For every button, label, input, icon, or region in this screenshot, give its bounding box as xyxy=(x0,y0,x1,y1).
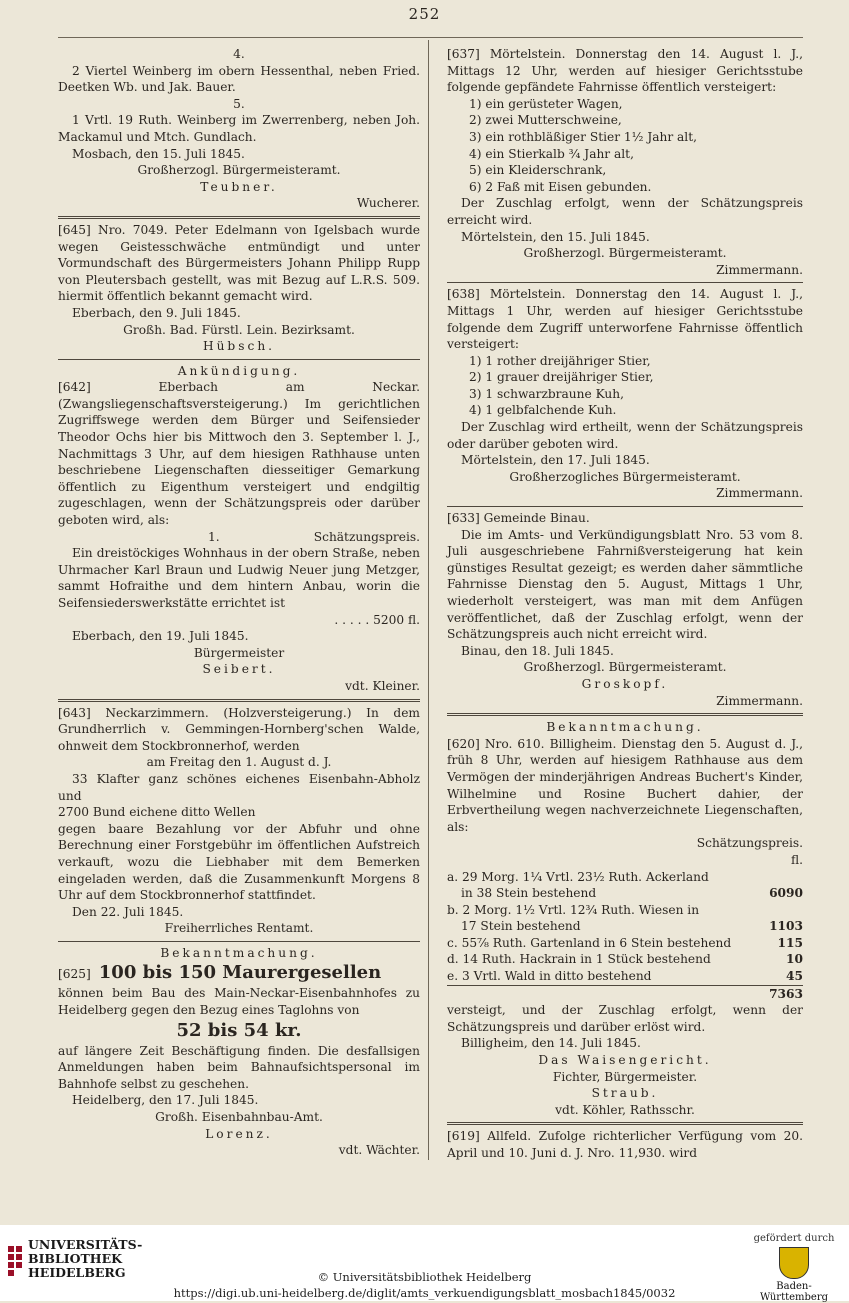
notice-authority: Freiherrliches Rentamt. xyxy=(164,921,314,936)
notice-signature: Zimmermann. xyxy=(716,262,803,277)
lot-line: 2700 Bund eichene ditto Wellen xyxy=(58,805,256,820)
headline: 100 bis 150 Maurergesellen xyxy=(98,962,382,984)
lot-line: 33 Klafter ganz schönes eichenes Eisenbahn-Abholz und xyxy=(58,771,420,803)
notice-text: Die im Amts- und Verkündigungsblatt Nro. 53 vom 8. Juli ausgeschriebene Fahrnißversteigerung hat kein günstiges Resultat gezeigt; es werden daher sämmtliche Fahrnisse Dienstag den 5. August, Mittags 1 Uhr, wiederholt versteigert, was man mit dem Anfügen veröffentlichet, daß der Zuschlag erfolgt, wenn der Schätzungspreis auch nicht erreicht wird. xyxy=(447,527,803,642)
notice-text: [619] Allfeld. Zufolge richterlicher Verfügung vom 20. April und 10. Juni d. J. Nro. 11,930. wird xyxy=(447,1129,803,1160)
logo-line: BIBLIOTHEK xyxy=(28,1251,123,1266)
notice-signatory: Hübsch. xyxy=(202,339,276,354)
currency-unit: fl. xyxy=(790,852,803,867)
item-number: 5. xyxy=(233,96,245,111)
property-row xyxy=(447,885,803,902)
property-value: 6090 xyxy=(769,886,803,901)
notice-date: Mosbach, den 15. Juli 1845. xyxy=(72,146,245,161)
item-number: 1. xyxy=(208,529,220,544)
notice-signatory: Lorenz. xyxy=(205,1126,273,1141)
column-divider xyxy=(428,40,429,1160)
notice-text: [620] Nro. 610. Billigheim. Dienstag den 5. August d. J., früh 8 Uhr, werden auf hiesigem Rathhause aus dem Vermögen der minderjährigen Andreas Buchert's Kinder, Wilhelmine und Rosine Buchert dahier, der Erbvertheilung wegen nachverzeichnete Liegenschaften, als: xyxy=(447,736,803,834)
notice-signature: Zimmermann. xyxy=(716,693,803,708)
property-row xyxy=(447,902,803,919)
list-item: 5) ein Kleiderschrank, xyxy=(469,163,607,178)
list-item: 4) 1 gelbfalchende Kuh. xyxy=(469,403,617,418)
property-value xyxy=(755,902,803,919)
notice-date: Heidelberg, den 17. Juli 1845. xyxy=(72,1093,259,1108)
notice-signatory: Straub. xyxy=(591,1086,659,1101)
property-value xyxy=(755,869,803,886)
auction-date: am Freitag den 1. August d. J. xyxy=(146,755,332,770)
notice-separator xyxy=(447,713,803,716)
notice-authority: Großherzogl. Bürgermeisteramt. xyxy=(523,246,727,261)
list-item: 4) ein Stierkalb ¾ Jahr alt, xyxy=(469,146,634,161)
property-row xyxy=(447,935,803,952)
headline-row xyxy=(58,961,420,985)
property-row xyxy=(447,869,803,886)
funded-by-label: gefördert durch xyxy=(753,1233,835,1244)
property-value: 45 xyxy=(786,969,803,984)
notice-signatory: Seibert. xyxy=(202,662,276,677)
notice-text: gegen baare Bezahlung vor der Abfuhr und ohne Berechnung einer Forstgebühr im öffentlichen Aufstreich verkauft, wozu die Liebhaber mit dem Bemerken eingeladen werden, daß die Zusammenkunft Morgens 8 Uhr auf dem Stockbronnerhof stattfindet. xyxy=(58,821,420,903)
notice-authority: Großherzogl. Bürgermeisteramt. xyxy=(137,163,341,178)
property-row xyxy=(447,918,803,935)
notice-date: Eberbach, den 19. Juli 1845. xyxy=(72,629,249,644)
list-item: 2) zwei Mutterschweine, xyxy=(469,113,622,128)
notice-signature: vdt. Wächter. xyxy=(338,1143,420,1158)
notice-authority: Großherzogl. Bürgermeisteramt. xyxy=(523,660,727,675)
list-item: 3) ein rothbläßiger Stier 1½ Jahr alt, xyxy=(469,129,697,144)
notice-authority: Das Waisengericht. xyxy=(538,1053,712,1068)
price-header: Schätzungspreis. xyxy=(696,836,803,851)
property-label: c. 55⅞ Ruth. Gartenland in 6 Stein bestehend xyxy=(447,935,732,950)
property-label: in 38 Stein bestehend xyxy=(461,886,597,901)
logo-line: UNIVERSITÄTS- xyxy=(28,1237,143,1252)
notice-separator xyxy=(58,941,420,942)
notice-text: [642] Eberbach am Neckar. (Zwangsliegenschaftsversteigerung.) Im gerichtlichen Zugriffswege werden dem Bürger und Seifensieder Theodor Ochs hier bis Mittwoch den 3. September l. J., Nachmittags 3 Uhr, auf dem hiesigen Rathhause unten beschriebene Liegenschaften diesseitiger Gemarkung öffentlich zu Eigenthum versteigert und endgiltig zugeschlagen, wenn der Schätzungspreis oder darüber geboten wird, als: xyxy=(58,380,420,528)
property-label: a. 29 Morg. 1¼ Vrtl. 23½ Ruth. Ackerland xyxy=(447,869,709,884)
notice-text: [638] Mörtelstein. Donnerstag den 14. August l. J., Mittags 1 Uhr, werden auf hiesiger Gerichtsstube folgende dem Zugriff unterworfene Fahrnisse öffentlich versteigert: xyxy=(447,287,803,352)
coat-of-arms-icon xyxy=(779,1247,809,1279)
notice-date: Billigheim, den 14. Juli 1845. xyxy=(461,1036,641,1051)
source-url-link[interactable]: https://digi.ub.uni-heidelberg.de/diglit/amts_verkuendigungsblatt_mosbach1845/0032 xyxy=(173,1286,676,1300)
logo-line: HEIDELBERG xyxy=(28,1265,126,1280)
notice-authority: Bürgermeister xyxy=(193,645,285,660)
notice-text: können beim Bau des Main-Neckar-Eisenbahnhofes zu Heidelberg gegen den Bezug eines Taglohns von xyxy=(58,986,420,1018)
list-item: 1) 1 rother dreijähriger Stier, xyxy=(469,353,651,368)
property-value: 1103 xyxy=(769,919,803,934)
notice-number: [625] xyxy=(58,967,91,982)
notice-separator xyxy=(447,506,803,507)
notice-heading: Bekanntmachung. xyxy=(160,945,318,960)
header-rule xyxy=(58,37,803,38)
list-item: 3) 1 schwarzbraune Kuh, xyxy=(469,386,624,401)
property-value: 115 xyxy=(777,935,803,950)
property-row xyxy=(447,968,803,986)
notice-signature: Wucherer. xyxy=(356,196,420,211)
notice-heading: [633] Gemeinde Binau. xyxy=(447,511,590,526)
notice-separator xyxy=(58,699,420,702)
notice-signature: vdt. Köhler, Rathsschr. xyxy=(555,1102,695,1117)
notice-text: auf längere Zeit Beschäftigung finden. Die desfallsigen Anmeldungen haben beim Bahnaufsichtspersonal im Bahnhofe selbst zu geschehen. xyxy=(58,1043,420,1091)
item-number: 4. xyxy=(233,47,245,61)
notice-text: Der Zuschlag erfolgt, wenn der Schätzungspreis erreicht wird. xyxy=(447,196,803,227)
property-label: d. 14 Ruth. Hackrain in 1 Stück bestehend xyxy=(447,952,711,967)
notice-signatory: Teubner. xyxy=(200,179,278,194)
property-label: b. 2 Morg. 1½ Vrtl. 12¾ Ruth. Wiesen in xyxy=(447,902,700,917)
left-column xyxy=(58,46,420,1159)
page-number: 252 xyxy=(408,5,441,23)
funder-logo[interactable] xyxy=(744,1233,844,1303)
notice-separator xyxy=(58,359,420,360)
notice-date: Den 22. Juli 1845. xyxy=(72,904,184,919)
price-header-row xyxy=(58,529,420,546)
notice-signatory: Groskopf. xyxy=(581,676,669,691)
list-item: 1) ein gerüsteter Wagen, xyxy=(469,96,623,111)
notice-text: [637] Mörtelstein. Donnerstag den 14. August l. J., Mittags 12 Uhr, werden auf hiesiger Gerichtsstube folgende gepfändete Fahrnisse öffentlich versteigert: xyxy=(447,47,803,95)
notice-separator xyxy=(447,282,803,283)
copyright-notice: © Universitätsbibliothek Heidelberg xyxy=(317,1270,532,1284)
notice-signatory: Fichter, Bürgermeister. xyxy=(552,1069,698,1084)
notice-separator xyxy=(447,1122,803,1125)
price-header: Schätzungspreis. xyxy=(313,529,420,544)
notice-authority: Großh. Bad. Fürstl. Lein. Bezirksamt. xyxy=(123,322,355,337)
notice-signature: Zimmermann. xyxy=(716,486,803,501)
property-value: 10 xyxy=(786,952,803,967)
right-column xyxy=(447,46,803,1162)
funder-name: Baden-Württemberg xyxy=(759,1281,829,1303)
property-total: 7363 xyxy=(769,986,803,1001)
notice-date: Eberbach, den 9. Juli 1845. xyxy=(72,305,241,320)
property-value: . . . . . 5200 fl. xyxy=(334,612,420,627)
notice-separator xyxy=(58,216,420,219)
notice-text: Der Zuschlag wird ertheilt, wenn der Schätzungspreis oder darüber geboten wird. xyxy=(447,420,803,451)
notice-date: Mörtelstein, den 15. Juli 1845. xyxy=(461,229,650,244)
list-item: 2) 1 grauer dreijähriger Stier, xyxy=(469,370,654,385)
list-item: 6) 2 Faß mit Eisen gebunden. xyxy=(469,179,652,194)
notice-authority: Großherzogliches Bürgermeisteramt. xyxy=(509,469,741,484)
wage-headline: 52 bis 54 kr. xyxy=(176,1019,302,1041)
property-label: e. 3 Vrtl. Wald in ditto bestehend xyxy=(447,969,652,984)
notice-text: 2 Viertel Weinberg im obern Hessenthal, neben Fried. Deetken Wb. und Jak. Bauer. xyxy=(58,63,420,95)
property-description: Ein dreistöckiges Wohnhaus in der obern Straße, neben Uhrmacher Karl Braun und Ludwig Neuer jung Metzger, sammt Hofraithe und dem hintern Anbau, worin die Seifensiederswerkstätte errichtet ist xyxy=(58,546,420,610)
notice-authority: Großh. Eisenbahnbau-Amt. xyxy=(155,1110,323,1125)
notice-date: Mörtelstein, den 17. Juli 1845. xyxy=(461,453,650,468)
notice-heading: Ankündigung. xyxy=(177,363,301,378)
notice-date: Binau, den 18. Juli 1845. xyxy=(461,643,614,658)
notice-text: 1 Vrtl. 19 Ruth. Weinberg im Zwerrenberg, neben Joh. Mackamul und Mtch. Gundlach. xyxy=(58,113,420,144)
property-label: 17 Stein bestehend xyxy=(461,919,581,934)
notice-text: [645] Nro. 7049. Peter Edelmann von Igelsbach wurde wegen Geistesschwäche entmündigt und unter Vormundschaft des Bürgermeisters Johann Philipp Rupp von Pleutersbach gestellt, was mit Bezug auf L.R.S. 509. hiermit öffentlich bekannt gemacht wird. xyxy=(58,222,420,304)
property-row xyxy=(447,951,803,968)
notice-heading: Bekanntmachung. xyxy=(546,720,704,735)
notice-text: versteigt, und der Zuschlag erfolgt, wenn der Schätzungspreis und darüber erlöst wird. xyxy=(447,1003,803,1034)
notice-text: [643] Neckarzimmern. (Holzversteigerung.) In dem Grundherrlich v. Gemmingen-Hornberg'schen Walde, ohnweit dem Stockbronnerhof, werden xyxy=(58,705,420,753)
notice-signature: vdt. Kleiner. xyxy=(345,678,420,693)
